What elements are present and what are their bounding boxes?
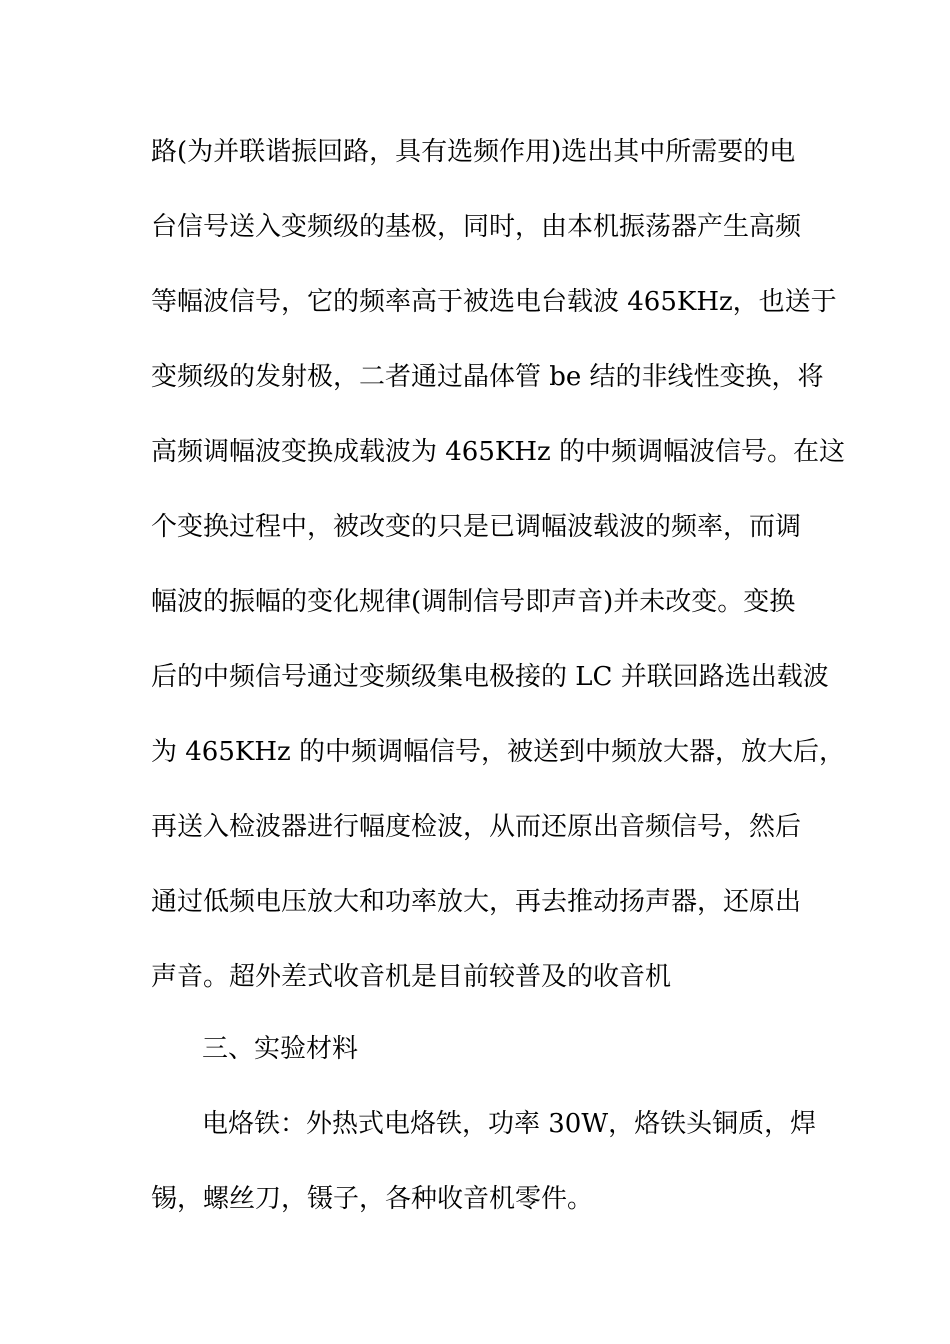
body-text-line: 变频级的发射极，二者通过晶体管 be 结的非线性变换，将: [151, 362, 824, 392]
body-text-line: 路(为并联谐振回路，具有选频作用)选出其中所需要的电: [151, 137, 796, 167]
body-text-line: 为 465KHz 的中频调幅信号，被送到中频放大器，放大后，: [151, 737, 845, 767]
body-text-line: 再送入检波器进行幅度检波，从而还原出音频信号，然后: [151, 812, 802, 842]
body-text-line: 声音。超外差式收音机是目前较普及的收音机: [151, 962, 672, 992]
body-text-line: 高频调幅波变换成载波为 465KHz 的中频调幅波信号。在这: [151, 437, 845, 467]
body-text-line: 后的中频信号通过变频级集电极接的 LC 并联回路选出载波: [151, 662, 829, 692]
body-text-line: 幅波的振幅的变化规律(调制信号即声音)并未改变。变换: [151, 587, 796, 617]
body-text-line: 个变换过程中，被改变的只是已调幅波载波的频率，而调: [151, 512, 802, 542]
body-text-line: 通过低频电压放大和功率放大，再去推动扬声器，还原出: [151, 887, 802, 917]
body-text-line: 电烙铁：外热式电烙铁，功率 30W，烙铁头铜质，焊: [202, 1109, 817, 1139]
body-text-line: 等幅波信号，它的频率高于被选电台载波 465KHz，也送于: [151, 287, 837, 317]
body-text-line: 锡，螺丝刀，镊子，各种收音机零件。: [151, 1184, 594, 1214]
section-heading: 三、实验材料: [202, 1034, 359, 1064]
body-text-line: 台信号送入变频级的基极，同时，由本机振荡器产生高频: [151, 212, 802, 242]
